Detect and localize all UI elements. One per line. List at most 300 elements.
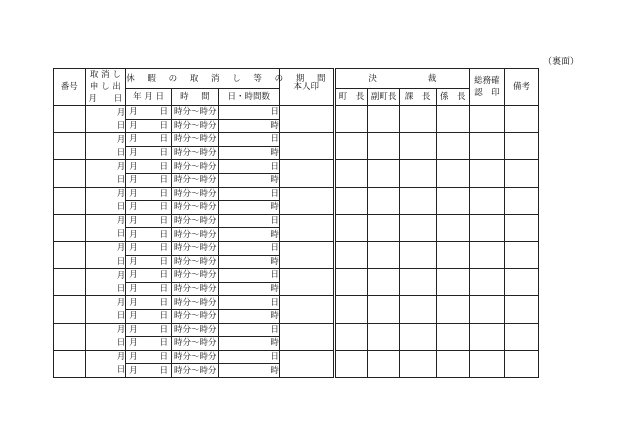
cell-deputy-mayor[interactable] [368,296,400,323]
cell-date-top[interactable] [126,106,172,120]
cell-apply-day[interactable]: 日 [85,146,126,160]
cell-date-top[interactable] [126,323,172,337]
header-date: 年 月 日 [126,89,172,106]
date-month-label: 月 [129,229,138,240]
header-row-1 [54,69,577,89]
cell-deputy-mayor[interactable] [368,133,400,160]
header-section-chief: 課 長 [399,89,436,106]
cell-mayor[interactable] [334,106,368,133]
cell-mayor[interactable] [334,350,368,377]
cell-number[interactable] [54,214,86,241]
cell-section-chief[interactable] [399,106,436,133]
cell-time-bottom[interactable] [171,255,218,269]
cell-deputy-mayor[interactable] [368,241,400,268]
date-day-label: 日 [159,216,168,227]
header-approval: 決 裁 [334,69,469,89]
time-minute-from-label: 分～ [182,284,200,295]
cell-remarks[interactable] [504,160,539,187]
date-bottom-inner [126,147,171,159]
time-minute-from-label: 分～ [182,256,200,267]
date-bottom-inner [126,365,171,377]
cell-mayor[interactable] [334,133,368,160]
table-body [54,69,577,378]
time-minute-from-label: 分～ [182,229,200,240]
time-minute-label: 分 [208,107,217,118]
cell-self-seal[interactable] [279,350,334,377]
time-minute-label: 分 [208,365,217,376]
cell-subsection-chief[interactable] [436,241,470,268]
time-minute-from-label: 分～ [182,120,200,131]
cell-self-seal[interactable] [279,269,334,296]
cell-general-check[interactable] [470,187,505,214]
date-top-inner [126,324,171,336]
date-bottom-inner [126,283,171,295]
date-top-inner [126,161,171,173]
cell-number[interactable] [54,160,86,187]
cell-general-check[interactable] [470,160,505,187]
header-cancel-apply-md [86,93,126,105]
page-side-label: （裏面） [543,57,580,67]
time-hour-label: 時 [173,175,183,186]
cell-date-bottom[interactable] [126,337,172,351]
time-hour-label: 時 [173,311,183,322]
date-top-inner [126,269,171,281]
cell-date-bottom[interactable] [126,119,172,133]
header-period-title: 休 暇 の 取 消 し 等 の 期 間 [126,69,280,89]
header-general-check-line2: 認 印 [474,88,500,98]
record-row-top [54,160,577,174]
cell-apply-day[interactable]: 日 [85,309,126,323]
time-hour-label-2: 時 [199,148,209,159]
cell-hours[interactable]: 時 [218,309,279,323]
time-minute-from-label: 分～ [182,148,200,159]
cell-date-bottom[interactable] [126,228,172,242]
cell-self-seal[interactable] [279,187,334,214]
cell-general-check[interactable] [470,323,505,350]
time-minute-from-label: 分～ [182,351,200,362]
time-hour-label-2: 時 [199,243,209,254]
header-cancel-apply-line2: 申 し 出 [89,82,121,92]
cell-apply-month[interactable]: 月 [85,241,126,255]
cell-apply-day[interactable]: 日 [85,364,126,378]
cell-mayor[interactable] [334,296,368,323]
time-top-inner [172,324,218,336]
cell-section-chief[interactable] [399,241,436,268]
cell-time-top[interactable] [171,160,218,174]
cell-subsection-chief[interactable] [436,133,470,160]
cell-date-top[interactable] [126,296,172,310]
cell-date-bottom[interactable] [126,282,172,296]
cell-section-chief[interactable] [399,323,436,350]
cell-date-top[interactable] [126,187,172,201]
cell-general-check[interactable] [470,214,505,241]
cell-time-top[interactable] [171,133,218,147]
record-row-top [54,269,577,283]
cell-section-chief[interactable] [399,214,436,241]
cell-deputy-mayor[interactable] [368,214,400,241]
record-row-top [54,241,577,255]
date-month-label: 月 [129,148,138,159]
time-minute-from-label: 分～ [182,324,200,335]
cell-time-bottom[interactable] [171,228,218,242]
cell-deputy-mayor[interactable] [368,269,400,296]
cell-deputy-mayor[interactable] [368,350,400,377]
cell-days[interactable]: 日 [218,269,279,283]
cell-apply-month[interactable]: 月 [85,323,126,337]
cell-remarks[interactable] [504,133,539,160]
date-month-label: 月 [129,311,138,322]
date-bottom-inner [126,256,171,268]
cell-date-top[interactable] [126,269,172,283]
cell-time-top[interactable] [171,214,218,228]
date-bottom-inner [126,174,171,186]
leave-cancellation-table [53,68,577,378]
date-bottom-inner [126,201,171,213]
cell-date-top[interactable] [126,241,172,255]
cell-hours[interactable]: 時 [218,364,279,378]
time-minute-from-label: 分～ [182,297,200,308]
cell-remarks[interactable] [504,187,539,214]
cell-apply-day[interactable]: 日 [85,201,126,215]
cell-number[interactable] [54,350,86,377]
record-row-top [54,187,577,201]
cell-remarks[interactable] [504,241,539,268]
time-minute-from-label: 分～ [182,311,200,322]
cell-subsection-chief[interactable] [436,160,470,187]
time-minute-from-label: 分～ [182,365,200,376]
time-minute-label: 分 [208,161,217,172]
time-minute-label: 分 [208,243,217,254]
cell-hours[interactable]: 時 [218,282,279,296]
date-top-inner [126,106,171,118]
time-bottom-inner [172,365,218,377]
cell-self-seal[interactable] [279,241,334,268]
cell-date-bottom[interactable] [126,255,172,269]
cell-remarks[interactable] [504,296,539,323]
time-bottom-inner [172,283,218,295]
cell-date-bottom[interactable] [126,173,172,187]
cell-time-top[interactable] [171,296,218,310]
cell-time-top[interactable] [171,241,218,255]
date-month-label: 月 [129,188,138,199]
cell-section-chief[interactable] [399,133,436,160]
cell-number[interactable] [54,323,86,350]
cell-date-bottom[interactable] [126,201,172,215]
cell-apply-day[interactable]: 日 [85,119,126,133]
date-month-label: 月 [129,284,138,295]
cell-mayor[interactable] [334,160,368,187]
cell-subsection-chief[interactable] [436,296,470,323]
cell-mayor[interactable] [334,187,368,214]
cell-hours[interactable]: 時 [218,146,279,160]
date-day-label: 日 [159,243,168,254]
cell-time-bottom[interactable] [171,364,218,378]
cell-hours[interactable]: 時 [218,337,279,351]
header-mayor: 町 長 [334,89,368,106]
cell-mayor[interactable] [334,323,368,350]
date-month-label: 月 [129,270,138,281]
date-day-label: 日 [159,311,168,322]
cell-self-seal[interactable] [279,296,334,323]
header-general-check-line1: 総務確 [474,76,500,86]
time-hour-label: 時 [173,256,183,267]
time-minute-from-label: 分～ [182,216,200,227]
cell-hours[interactable]: 時 [218,255,279,269]
time-hour-label: 時 [173,284,183,295]
cell-hours[interactable]: 時 [218,119,279,133]
time-bottom-inner [172,229,218,241]
time-minute-from-label: 分～ [182,338,200,349]
cell-hours[interactable]: 時 [218,173,279,187]
date-day-label: 日 [159,284,168,295]
time-hour-label: 時 [173,188,183,199]
cell-time-top[interactable] [171,323,218,337]
time-minute-from-label: 分～ [182,243,200,254]
cell-number[interactable] [54,269,86,296]
header-remarks: 備考 [504,69,539,106]
time-hour-label: 時 [173,229,183,240]
time-minute-label: 分 [208,270,217,281]
cell-apply-month[interactable]: 月 [85,187,126,201]
time-minute-label: 分 [208,216,217,227]
time-minute-from-label: 分～ [182,202,200,213]
cell-apply-month[interactable]: 月 [85,269,126,283]
time-hour-label-2: 時 [199,365,209,376]
cell-number[interactable] [54,241,86,268]
cell-number[interactable] [54,296,86,323]
date-month-label: 月 [129,134,138,145]
cell-date-top[interactable] [126,214,172,228]
cell-apply-month[interactable]: 月 [85,350,126,364]
cell-apply-day[interactable]: 日 [85,173,126,187]
cell-days[interactable]: 日 [218,296,279,310]
date-day-label: 日 [159,270,168,281]
cell-apply-day[interactable]: 日 [85,282,126,296]
record-row-top [54,350,577,364]
cell-remarks[interactable] [504,350,539,377]
cell-apply-month[interactable]: 月 [85,133,126,147]
time-top-inner [172,161,218,173]
time-minute-label: 分 [208,284,217,295]
cell-date-top[interactable] [126,350,172,364]
header-cancel-month: 月 [88,94,98,104]
time-hour-label: 時 [173,365,183,376]
time-minute-label: 分 [208,229,217,240]
cell-mayor[interactable] [334,214,368,241]
time-hour-label: 時 [173,107,183,118]
date-day-label: 日 [159,324,168,335]
cell-self-seal[interactable] [279,160,334,187]
cell-days[interactable]: 日 [218,106,279,120]
time-minute-label: 分 [208,338,217,349]
time-bottom-inner [172,174,218,186]
record-row-top [54,323,577,337]
cell-general-check[interactable] [470,296,505,323]
header-self-seal: 本人印 [279,69,334,106]
cell-apply-day[interactable]: 日 [85,228,126,242]
time-hour-label-2: 時 [199,188,209,199]
cell-subsection-chief[interactable] [436,214,470,241]
time-minute-label: 分 [208,202,217,213]
cell-date-bottom[interactable] [126,146,172,160]
time-hour-label-2: 時 [199,297,209,308]
cell-general-check[interactable] [470,106,505,133]
cell-apply-month[interactable]: 月 [85,214,126,228]
cell-time-bottom[interactable] [171,119,218,133]
date-month-label: 月 [129,107,138,118]
date-month-label: 月 [129,216,138,227]
cell-deputy-mayor[interactable] [368,187,400,214]
cell-remarks[interactable] [504,214,539,241]
time-bottom-inner [172,256,218,268]
cell-mayor[interactable] [334,269,368,296]
cell-section-chief[interactable] [399,350,436,377]
cell-number[interactable] [54,106,86,133]
header-time-to: 間 [201,92,210,102]
cell-days[interactable]: 日 [218,323,279,337]
date-top-inner [126,188,171,200]
date-bottom-inner [126,310,171,322]
time-hour-label: 時 [173,202,183,213]
cell-time-top[interactable] [171,350,218,364]
cell-remarks[interactable] [504,269,539,296]
time-top-inner [172,351,218,363]
cell-time-bottom[interactable] [171,146,218,160]
date-top-inner [126,215,171,227]
time-top-inner [172,269,218,281]
time-top-inner [172,297,218,309]
date-day-label: 日 [159,202,168,213]
cell-subsection-chief[interactable] [436,269,470,296]
cell-self-seal[interactable] [279,323,334,350]
cell-section-chief[interactable] [399,160,436,187]
time-top-inner [172,188,218,200]
cell-time-bottom[interactable] [171,309,218,323]
cell-date-bottom[interactable] [126,364,172,378]
cell-time-top[interactable] [171,269,218,283]
time-hour-label: 時 [173,216,183,227]
date-day-label: 日 [159,161,168,172]
date-bottom-inner [126,337,171,349]
cell-time-bottom[interactable] [171,173,218,187]
cell-days[interactable]: 日 [218,160,279,174]
time-hour-label-2: 時 [199,284,209,295]
time-minute-label: 分 [208,120,217,131]
time-hour-label-2: 時 [199,216,209,227]
cell-self-seal[interactable] [279,106,334,133]
cell-time-top[interactable] [171,187,218,201]
time-hour-label: 時 [173,243,183,254]
date-bottom-inner [126,229,171,241]
header-cancel-day: 日 [113,94,123,104]
date-day-label: 日 [159,120,168,131]
date-month-label: 月 [129,351,138,362]
time-minute-label: 分 [208,134,217,145]
date-month-label: 月 [129,243,138,254]
time-hour-label-2: 時 [199,270,209,281]
time-hour-label-2: 時 [199,338,209,349]
cell-hours[interactable]: 時 [218,228,279,242]
date-top-inner [126,133,171,145]
cell-subsection-chief[interactable] [436,187,470,214]
date-day-label: 日 [159,188,168,199]
cell-date-top[interactable] [126,133,172,147]
date-bottom-inner [126,120,171,132]
time-minute-from-label: 分～ [182,161,200,172]
cell-time-bottom[interactable] [171,337,218,351]
time-minute-from-label: 分～ [182,134,200,145]
header-days-hours: 日・時間数 [218,89,279,106]
time-top-inner [172,133,218,145]
cell-days[interactable]: 日 [218,350,279,364]
cell-general-check[interactable] [470,350,505,377]
cell-apply-day[interactable]: 日 [85,337,126,351]
time-hour-label: 時 [173,338,183,349]
cell-subsection-chief[interactable] [436,323,470,350]
header-number: 番号 [54,69,86,106]
cell-deputy-mayor[interactable] [368,323,400,350]
time-hour-label-2: 時 [199,229,209,240]
cell-apply-month[interactable]: 月 [85,296,126,310]
time-top-inner [172,106,218,118]
cell-apply-month[interactable]: 月 [85,106,126,120]
cell-general-check[interactable] [470,133,505,160]
record-row-top [54,106,577,120]
record-row-top [54,214,577,228]
header-cancel-apply [85,69,126,106]
cell-subsection-chief[interactable] [436,106,470,133]
cell-section-chief[interactable] [399,187,436,214]
cell-deputy-mayor[interactable] [368,106,400,133]
time-minute-label: 分 [208,256,217,267]
date-top-inner [126,351,171,363]
date-day-label: 日 [159,338,168,349]
cell-deputy-mayor[interactable] [368,160,400,187]
time-hour-label: 時 [173,324,183,335]
cell-date-bottom[interactable] [126,309,172,323]
cell-remarks[interactable] [504,323,539,350]
cell-apply-day[interactable]: 日 [85,255,126,269]
date-top-inner [126,242,171,254]
cell-date-top[interactable] [126,160,172,174]
cell-apply-month[interactable]: 月 [85,160,126,174]
header-general-check [470,69,505,106]
cell-time-bottom[interactable] [171,282,218,296]
cell-self-seal[interactable] [279,133,334,160]
cell-section-chief[interactable] [399,296,436,323]
date-month-label: 月 [129,338,138,349]
cell-time-bottom[interactable] [171,201,218,215]
cell-number[interactable] [54,187,86,214]
cell-hours[interactable]: 時 [218,201,279,215]
cell-number[interactable] [54,133,86,160]
cell-subsection-chief[interactable] [436,350,470,377]
cell-days[interactable]: 日 [218,133,279,147]
cell-time-top[interactable] [171,106,218,120]
cell-days[interactable]: 日 [218,214,279,228]
date-day-label: 日 [159,175,168,186]
time-hour-label-2: 時 [199,120,209,131]
cell-days[interactable]: 日 [218,241,279,255]
cell-mayor[interactable] [334,241,368,268]
cell-general-check[interactable] [470,269,505,296]
cell-section-chief[interactable] [399,269,436,296]
cell-general-check[interactable] [470,241,505,268]
cell-remarks[interactable] [504,106,539,133]
header-time-from: 時 [180,92,189,102]
cell-self-seal[interactable] [279,214,334,241]
cell-days[interactable]: 日 [218,187,279,201]
